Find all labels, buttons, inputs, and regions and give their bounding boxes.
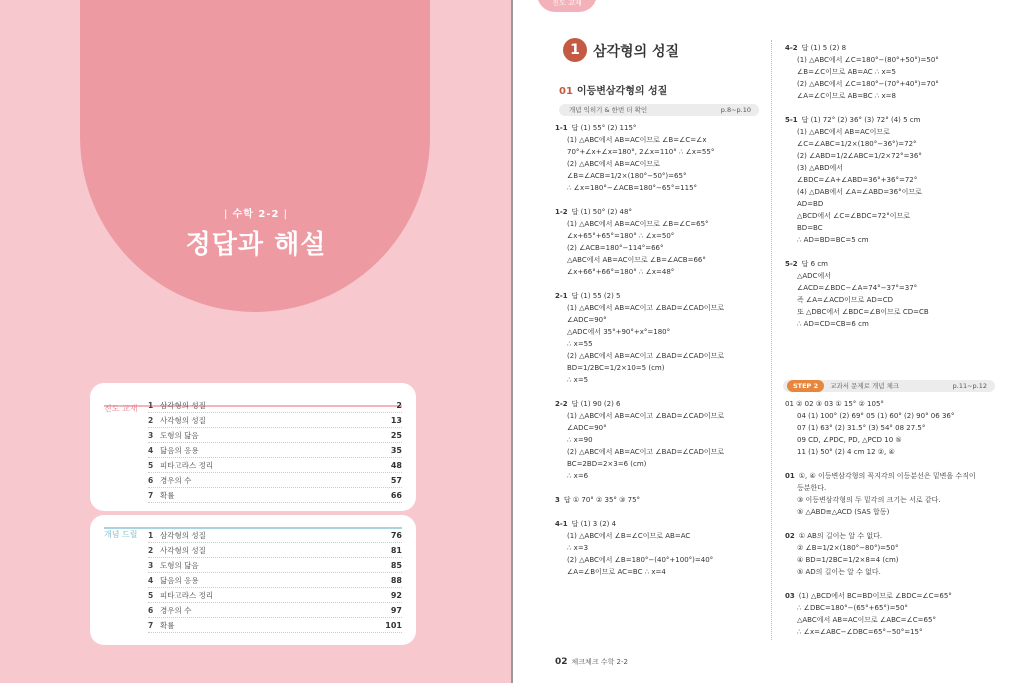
answer-text: (1) △ABC에서 ∠B=∠C이므로 AB=AC — [567, 532, 691, 540]
answer-text: ∠B=∠C이므로 AB=AC ∴ x=5 — [797, 68, 896, 76]
toc-row — [148, 603, 402, 618]
toc-title: 삼각형의 성질 — [160, 400, 206, 410]
answer-line — [555, 362, 765, 374]
problem-number: 2-1 — [555, 292, 568, 300]
answer-text: (2) △ABC에서 AB=AC이고 ∠BAD=∠CAD이므로 — [567, 352, 725, 360]
answer-text: ①, ④ 이등변삼각형의 꼭지각의 이등분선은 밑변을 수직이 — [798, 472, 976, 480]
toc-card-textbook — [90, 383, 416, 511]
answer-text: ∠x+65°+65°=180° ∴ ∠x=50° — [567, 232, 675, 240]
answer-text: ∠x+66°+66°=180° ∴ ∠x=48° — [567, 268, 675, 276]
toc-title: 닮음의 응용 — [160, 575, 199, 585]
answer-item — [785, 114, 1000, 246]
answer-line — [555, 134, 765, 146]
answer-text: △ADC에서 35°+90°+x°=180° — [567, 328, 671, 336]
toc-number: 4 — [148, 575, 154, 585]
answer-line — [785, 198, 1000, 210]
toc-title: 사각형의 성질 — [160, 545, 206, 555]
answer-line — [555, 374, 765, 386]
answer-line — [555, 458, 765, 470]
toc-page: 101 — [385, 620, 402, 630]
answer-line — [785, 494, 1000, 506]
answer-text: 답 (1) 3 (2) 4 — [571, 520, 617, 528]
toc-row — [148, 413, 402, 428]
answer-text: △BCD에서 ∠C=∠BDC=72°이므로 — [797, 212, 911, 220]
answer-text: 등분한다. — [797, 484, 827, 492]
toc-page: 2 — [396, 400, 402, 410]
answer-text: △ABC에서 AB=AC이므로 ∠ABC=∠C=65° — [797, 616, 936, 624]
answer-text: ① AB의 길이는 알 수 없다. — [798, 532, 883, 540]
answer-line — [785, 78, 1000, 90]
toc-title: 사각형의 성질 — [160, 415, 206, 425]
answer-line — [785, 186, 1000, 198]
answer-text: (2) △ABC에서 ∠B=180°−(40°+100°)=40° — [567, 556, 714, 564]
toc-row — [148, 618, 402, 633]
answer-text: ③ 이등변삼각형의 두 밑각의 크기는 서로 같다. — [797, 496, 941, 504]
answer-line — [785, 626, 1000, 638]
answer-item — [555, 398, 765, 482]
toc-title: 피타고라스 정리 — [160, 590, 214, 600]
answer-line — [785, 174, 1000, 186]
answer-item — [785, 258, 1000, 330]
answer-text: (3) △ABD에서 — [797, 164, 844, 172]
toc-number: 2 — [148, 545, 154, 555]
toc-category: 진도 교재 — [104, 404, 138, 413]
answer-line — [785, 306, 1000, 318]
answer-text: ∴ x=6 — [567, 472, 589, 480]
answer-line — [555, 446, 765, 458]
toc-row — [148, 443, 402, 458]
column-divider — [771, 40, 772, 640]
section-title: 01 이등변삼각형의 성질 — [559, 86, 668, 97]
answer-line — [785, 138, 1000, 150]
answer-line — [555, 302, 765, 314]
toc-page: 66 — [390, 490, 402, 500]
answer-line — [555, 242, 765, 254]
toc-page: 97 — [390, 605, 402, 615]
toc-number: 6 — [148, 475, 154, 485]
answer-line — [785, 234, 1000, 246]
problem-number: 3 — [555, 496, 560, 504]
toc-number: 4 — [148, 445, 154, 455]
toc-number: 5 — [148, 460, 154, 470]
toc-page: 85 — [390, 560, 402, 570]
problem-number: 1-2 — [555, 208, 568, 216]
answer-text: 답 (1) 55 (2) 5 — [571, 292, 621, 300]
toc-title: 피타고라스 정리 — [160, 460, 214, 470]
answer-line — [555, 218, 765, 230]
toc-number: 6 — [148, 605, 154, 615]
answer-line — [785, 410, 1000, 422]
answer-text: ④ BD=1/2BC=1/2×8=4 (cm) — [797, 556, 899, 564]
answer-item — [555, 122, 765, 194]
answer-text: (2) △ABC에서 AB=AC이므로 — [567, 160, 660, 168]
answer-line — [785, 590, 1000, 602]
answer-text: △ABC에서 AB=AC이므로 ∠B=∠ACB=66° — [567, 256, 706, 264]
toc-title: 닮음의 응용 — [160, 445, 199, 455]
answer-text: (2) △ABC에서 AB=AC이고 ∠BAD=∠CAD이므로 — [567, 448, 725, 456]
answer-text: ⑤ AD의 길이는 알 수 없다. — [797, 568, 881, 576]
answer-line — [785, 554, 1000, 566]
answer-line — [555, 326, 765, 338]
problem-number: 02 — [785, 532, 795, 540]
answer-line — [785, 398, 1000, 410]
toc-title: 도형의 닮음 — [160, 560, 199, 570]
toc-title: 확률 — [160, 620, 175, 630]
toc-row — [148, 458, 402, 473]
toc-page: 81 — [390, 545, 402, 555]
answer-line — [555, 290, 765, 302]
page-title: 정답과 해설 — [185, 230, 327, 260]
toc-page: 57 — [390, 475, 402, 485]
answer-line — [555, 410, 765, 422]
answer-text: 07 (1) 63° (2) 31.5° (3) 54° 08 27.5° — [797, 424, 926, 432]
answer-text: ∠ACD=∠BDC−∠A=74°−37°=37° — [797, 284, 918, 292]
answer-line — [785, 482, 1000, 494]
answer-line — [555, 518, 765, 530]
answer-line — [785, 566, 1000, 578]
toc-number: 3 — [148, 430, 154, 440]
answer-line — [785, 294, 1000, 306]
toc-number: 1 — [148, 530, 154, 540]
answer-text: ∴ x=90 — [567, 436, 593, 444]
toc-page: 13 — [390, 415, 402, 425]
answer-text: 04 (1) 100° (2) 69° 05 (1) 60° (2) 90° 06 36° — [797, 412, 955, 420]
answer-line — [555, 254, 765, 266]
answer-text: ⑤ △ABD≡△ACD (SAS 합동) — [797, 508, 890, 516]
page-footer: 02 체크체크 수학 2-2 — [555, 657, 628, 667]
toc-row — [148, 588, 402, 603]
problem-number: 4-1 — [555, 520, 568, 528]
answer-text: △ADC에서 — [797, 272, 831, 280]
answer-text: (1) △ABC에서 AB=AC이고 ∠BAD=∠CAD이므로 — [567, 304, 725, 312]
answer-line — [785, 150, 1000, 162]
answer-text: (2) ∠ABD=1/2∠ABC=1/2×72°=36° — [797, 152, 922, 160]
answer-text: BC=2BD=2×3=6 (cm) — [567, 460, 647, 468]
answer-line — [785, 530, 1000, 542]
answer-item — [785, 470, 1000, 518]
toc-page: 25 — [390, 430, 402, 440]
answer-text: ∠A=∠B이므로 AC=BC ∴ x=4 — [567, 568, 666, 576]
answers-column-left — [555, 122, 765, 590]
answer-text: (1) △ABC에서 AB=AC이므로 ∠B=∠C=65° — [567, 220, 709, 228]
answer-line — [785, 114, 1000, 126]
answer-text: ∠A=∠C이므로 AB=BC ∴ x=8 — [797, 92, 896, 100]
toc-number: 1 — [148, 400, 154, 410]
toc-row — [148, 488, 402, 503]
answer-line — [555, 566, 765, 578]
title-arch — [80, 0, 430, 312]
answer-text: ∠ADC=90° — [567, 424, 607, 432]
step2-bar: STEP 2 교과서 문제로 개념 체크 p.11~p.12 — [783, 380, 995, 392]
step1-bar: 개념 익히기 & 한번 더 확인 p.8~p.10 — [559, 104, 759, 116]
problem-number: 4-2 — [785, 44, 798, 52]
chapter-number-badge: 1 — [563, 38, 587, 62]
answer-text: AD=BD — [797, 200, 824, 208]
answer-line — [555, 350, 765, 362]
answer-item — [785, 398, 1000, 458]
answer-line — [555, 422, 765, 434]
answer-text: 답 (1) 55° (2) 115° — [571, 124, 637, 132]
answer-line — [785, 222, 1000, 234]
answer-text: 01 ② 02 ③ 03 ① 15° ② 105° — [785, 400, 884, 408]
section-tab: 진도 교재 — [537, 0, 597, 12]
answer-line — [785, 270, 1000, 282]
answer-line — [785, 42, 1000, 54]
answer-line — [555, 170, 765, 182]
toc-page: 92 — [390, 590, 402, 600]
toc-row — [148, 398, 402, 413]
toc-title: 경우의 수 — [160, 605, 192, 615]
toc-page: 88 — [390, 575, 402, 585]
toc-row — [148, 473, 402, 488]
answer-text: 70°+∠x+∠x=180°, 2∠x=110° ∴ ∠x=55° — [567, 148, 715, 156]
answer-line — [785, 54, 1000, 66]
answer-line — [555, 314, 765, 326]
toc-number: 7 — [148, 490, 154, 500]
problem-number: 03 — [785, 592, 795, 600]
problem-number: 1-1 — [555, 124, 568, 132]
answer-text: (1) △ABC에서 ∠C=180°−(80°+50°)=50° — [797, 56, 939, 64]
subject-label: | 수학 2-2 | — [224, 209, 288, 220]
toc-number: 2 — [148, 415, 154, 425]
toc-page: 48 — [390, 460, 402, 470]
answer-line — [785, 542, 1000, 554]
answer-text: ∴ ∠x=180°−∠ACB=180°−65°=115° — [567, 184, 698, 192]
answer-text: ∴ ∠x=∠ABC−∠DBC=65°−50°=15° — [797, 628, 923, 636]
toc-page: 76 — [390, 530, 402, 540]
answer-line — [555, 182, 765, 194]
answer-text: 답 6 cm — [801, 260, 828, 268]
answer-text: (1) △ABC에서 AB=AC이므로 ∠B=∠C=∠x — [567, 136, 707, 144]
answer-text: (2) ∠ACB=180°−114°=66° — [567, 244, 664, 252]
answer-text: 즉 ∠A=∠ACD이므로 AD=CD — [797, 296, 893, 304]
answer-line — [555, 434, 765, 446]
problem-number: 01 — [785, 472, 795, 480]
answer-item — [555, 494, 765, 506]
answer-text: BD=1/2BC=1/2×10=5 (cm) — [567, 364, 665, 372]
answer-text: ∴ AD=BD=BC=5 cm — [797, 236, 869, 244]
answer-item — [785, 530, 1000, 578]
answer-line — [785, 614, 1000, 626]
answers-column-step2 — [785, 398, 1000, 650]
toc-row — [148, 428, 402, 443]
toc-title: 삼각형의 성질 — [160, 530, 206, 540]
answer-text: ∴ ∠DBC=180°−(65°+65°)=50° — [797, 604, 908, 612]
toc-title: 경우의 수 — [160, 475, 192, 485]
answer-item — [785, 590, 1000, 638]
answer-text: 또 △DBC에서 ∠BDC=∠B이므로 CD=CB — [797, 308, 929, 316]
answer-text: 11 (1) 50° (2) 4 cm 12 ②, ④ — [797, 448, 895, 456]
answers-column-right — [785, 42, 1000, 342]
toc-number: 5 — [148, 590, 154, 600]
problem-number: 2-2 — [555, 400, 568, 408]
answer-line — [555, 530, 765, 542]
answer-text: 09 CD, ∠PDC, PD, △PCD 10 ⑤ — [797, 436, 902, 444]
answer-text: (4) △DAB에서 ∠A=∠ABD=36°이므로 — [797, 188, 922, 196]
answer-text: 답 (1) 90 (2) 6 — [571, 400, 621, 408]
answer-line — [555, 542, 765, 554]
answer-line — [555, 470, 765, 482]
answer-text: ② ∠B=1/2×(180°−80°)=50° — [797, 544, 899, 552]
answer-line — [555, 146, 765, 158]
answer-line — [785, 66, 1000, 78]
answer-text: 답 (1) 50° (2) 48° — [571, 208, 632, 216]
toc-number: 7 — [148, 620, 154, 630]
answer-line — [785, 210, 1000, 222]
answer-line — [785, 434, 1000, 446]
toc-card-drill — [90, 515, 416, 645]
toc-title: 도형의 닮음 — [160, 430, 199, 440]
answer-item — [785, 42, 1000, 102]
answer-text: (1) △BCD에서 BC=BD이므로 ∠BDC=∠C=65° — [798, 592, 952, 600]
toc-number: 3 — [148, 560, 154, 570]
right-page — [513, 0, 1024, 683]
answer-text: ∠B=∠ACB=1/2×(180°−50°)=65° — [567, 172, 687, 180]
answer-line — [555, 230, 765, 242]
answer-text: ∴ x=55 — [567, 340, 593, 348]
toc-row — [148, 543, 402, 558]
answer-line — [785, 126, 1000, 138]
answer-text: 답 (1) 5 (2) 8 — [801, 44, 847, 52]
answer-text: ∠ADC=90° — [567, 316, 607, 324]
answer-text: ∴ AD=CD=CB=6 cm — [797, 320, 869, 328]
answer-text: 답 (1) 72° (2) 36° (3) 72° (4) 5 cm — [801, 116, 921, 124]
answer-text: BD=BC — [797, 224, 823, 232]
toc-page: 35 — [390, 445, 402, 455]
answer-line — [785, 422, 1000, 434]
answer-item — [555, 206, 765, 278]
answer-text: 답 ① 70° ② 35° ③ 75° — [563, 496, 641, 504]
answer-line — [555, 158, 765, 170]
answer-line — [785, 258, 1000, 270]
answer-line — [555, 206, 765, 218]
answer-line — [785, 470, 1000, 482]
answer-item — [555, 518, 765, 578]
answer-line — [785, 162, 1000, 174]
toc-category: 개념 드릴 — [104, 530, 138, 539]
answer-text: ∴ x=5 — [567, 376, 589, 384]
answer-line — [555, 398, 765, 410]
answer-line — [555, 554, 765, 566]
answer-text: ∴ x=3 — [567, 544, 589, 552]
answer-line — [555, 338, 765, 350]
toc-title: 확률 — [160, 490, 175, 500]
answer-line — [785, 446, 1000, 458]
answer-line — [785, 318, 1000, 330]
answer-text: (1) △ABC에서 AB=AC이고 ∠BAD=∠CAD이므로 — [567, 412, 725, 420]
answer-line — [785, 506, 1000, 518]
answer-text: ∠C=∠ABC=1/2×(180°−36°)=72° — [797, 140, 917, 148]
answer-text: ∠BDC=∠A+∠ABD=36°+36°=72° — [797, 176, 918, 184]
chapter-title: 삼각형의 성질 — [593, 44, 680, 60]
answer-line — [785, 602, 1000, 614]
answer-line — [555, 122, 765, 134]
answer-text: (1) △ABC에서 AB=AC이므로 — [797, 128, 890, 136]
answer-text: (2) △ABC에서 ∠C=180°−(70°+40°)=70° — [797, 80, 939, 88]
answer-line — [785, 90, 1000, 102]
answer-item — [555, 290, 765, 386]
answer-line — [555, 266, 765, 278]
problem-number: 5-1 — [785, 116, 798, 124]
toc-row — [148, 573, 402, 588]
toc-row — [148, 528, 402, 543]
problem-number: 5-2 — [785, 260, 798, 268]
answer-line — [785, 282, 1000, 294]
toc-row — [148, 558, 402, 573]
answer-line — [555, 494, 765, 506]
